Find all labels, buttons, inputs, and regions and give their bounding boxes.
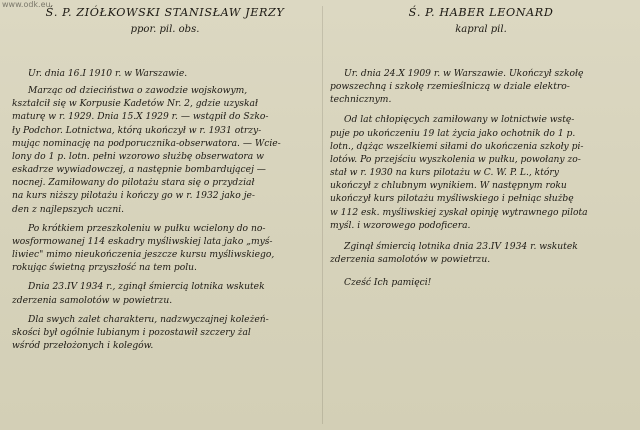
left-line: lony do 1 p. lotn. pełni wzorowo służbę obserwatora w <box>12 151 264 162</box>
column-divider <box>322 6 323 424</box>
right-body <box>330 68 632 290</box>
right-line: powszechną i szkołę rzemieślniczą w dziale elektro- <box>330 82 570 93</box>
right-line: myśl. i wzorowego podoficera. <box>330 220 471 231</box>
right-line: zderzenia samolotów w powietrzu. <box>330 255 491 266</box>
left-line: Po krótkiem przeszkoleniu w pułku wcielony do no- <box>28 223 266 234</box>
right-line: puje po ukończeniu 19 lat życia jako ochotnik do 1 p. <box>330 128 576 139</box>
right-line: lotów. Po przejściu wyszkolenia w pułku, powołany zo- <box>330 154 581 165</box>
left-name: Ś. P. ZIÓŁKOWSKI STANISŁAW JERZY <box>45 6 285 19</box>
right-line: w 112 esk. myśliwskiej zyskał opinję wytrawnego pilota <box>330 207 588 218</box>
right-line: technicznym. <box>330 95 392 106</box>
right-line: lotn., dążąc wszelkiemi siłami do ukończenia szkoły pi- <box>330 141 584 152</box>
left-line: eskadrze wywiadowczej, a następnie bombardującej — <box>12 165 266 176</box>
right-rank: kapral pil. <box>455 24 507 35</box>
left-line: skości był ogólnie lubianym i pozostawił szczery żal <box>12 327 251 338</box>
right-name: Ś. P. HABER LEONARD <box>408 6 554 19</box>
left-line: nocnej. Zamiłowany do pilotażu stara się o przydział <box>12 178 255 189</box>
left-line: mując nominację na podporucznika-obserwatora. — Wcie- <box>12 138 281 149</box>
left-line: na kurs niższy pilotażu i kończy go w r. 1932 jako je- <box>12 191 256 202</box>
left-line: rokując świetną przyszłość na tem polu. <box>12 263 197 274</box>
left-line: zderzenia samolotów w powietrzu. <box>12 295 173 306</box>
right-line: stał w r. 1930 na kurs pilotażu w C. W. P. L., który <box>330 168 559 179</box>
right-line: Od lat chłopięcych zamiłowany w lotnictwie wstę- <box>344 115 575 126</box>
left-line: wśród przełożonych i kolegów. <box>12 340 154 351</box>
left-line: ły Podchor. Lotnictwa, którą ukończył w r. 1931 otrzy- <box>12 125 262 136</box>
left-line: Ur. dnia 16.I 1910 r. w Warszawie. <box>28 69 188 79</box>
left-line: Dla swych zalet charakteru, nadzwyczajnej koleżeń- <box>28 314 269 325</box>
left-line: Dnia 23.IV 1934 r., zginął śmiercią lotnika wskutek <box>28 282 265 293</box>
left-body <box>12 68 318 353</box>
left-line: maturę w r. 1929. Dnia 15.X 1929 r. — wstąpił do Szko- <box>12 112 269 123</box>
watermark: www.odk.eu <box>2 0 51 9</box>
left-line: liwiec" mimo nieukończenia jeszcze kursu myśliwskiego, <box>12 250 275 261</box>
left-line: Marząc od dzieciństwa o zawodzie wojskowym, <box>28 86 248 97</box>
left-line: kształcił się w Korpusie Kadetów Nr. 2, gdzie uzyskał <box>12 99 258 110</box>
right-line: Cześć Ich pamięci! <box>344 278 432 289</box>
right-line: ukończył kurs pilotażu myśliwskiego i pełniąc służbę <box>330 194 574 205</box>
right-line: Ur. dnia 24.X 1909 r. w Warszawie. Ukończył szkołę <box>344 69 584 79</box>
right-line: Zginął śmiercią lotnika dnia 23.IV 1934 r. wskutek <box>344 241 578 252</box>
left-line: wosformowanej 114 eskadry myśliwskiej lata jako „myś- <box>12 236 273 247</box>
left-rank: ppor. pil. obs. <box>130 24 200 35</box>
right-line: ukończył z chlubnym wynikiem. W następnym roku <box>330 181 567 192</box>
left-line: den z najlepszych uczni. <box>12 204 125 215</box>
